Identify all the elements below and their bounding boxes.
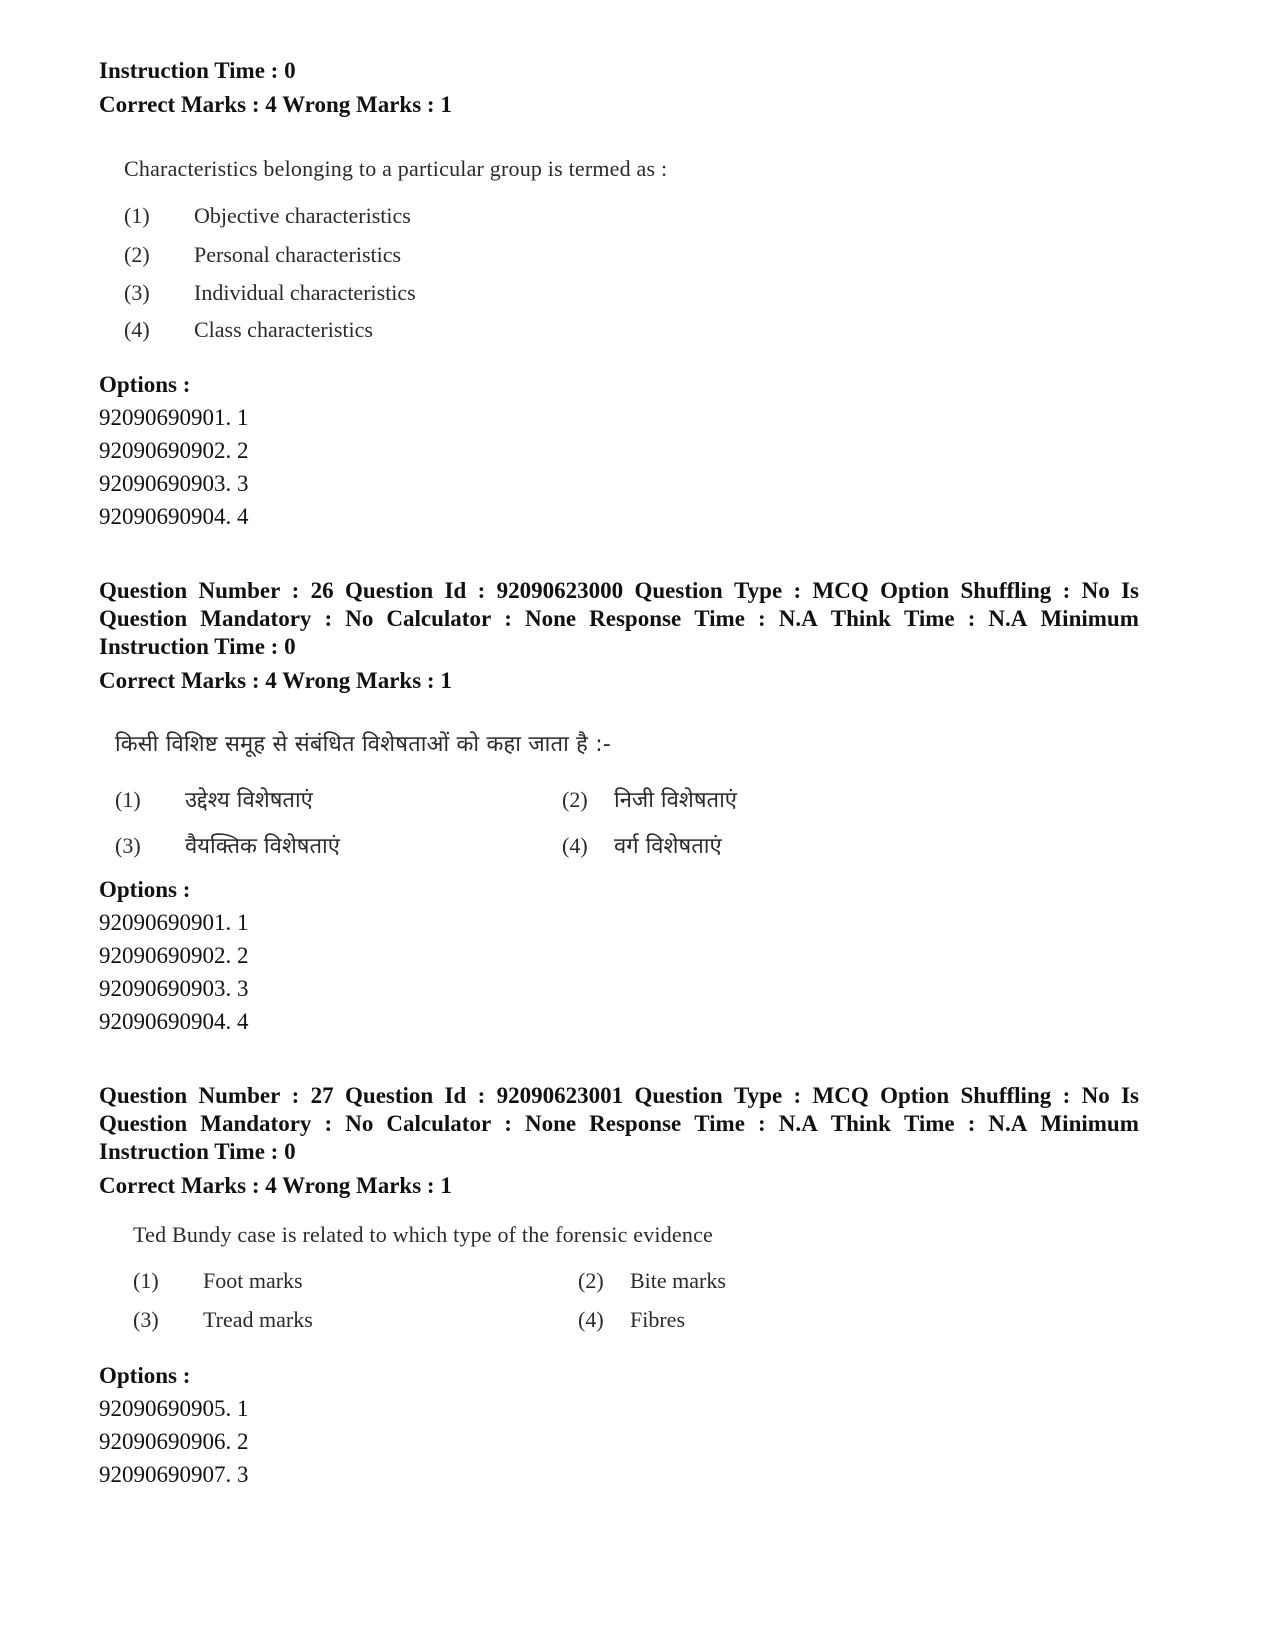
choice-number: (1): [115, 787, 141, 812]
choice-number: (1): [133, 1268, 159, 1293]
option-line: 92090690907. 3: [99, 1462, 249, 1487]
choice-3: [133, 1307, 313, 1333]
choice-text: Foot marks: [203, 1268, 303, 1293]
choice-text: Fibres: [630, 1307, 685, 1332]
choice-text: उद्देश्य विशेषताएं: [185, 788, 313, 813]
options-label: Options :: [99, 877, 191, 902]
option-line: 92090690904. 4: [99, 504, 249, 529]
marks-line: Correct Marks : 4 Wrong Marks : 1: [99, 668, 452, 693]
question-meta-line: Question Number : 26 Question Id : 92090623000 Question Type : MCQ Option Shuffling : No Is: [99, 578, 1139, 603]
instruction-time: Instruction Time : 0: [99, 634, 296, 659]
question-text: किसी विशिष्ट समूह से संबंधित विशेषताओं को कहा जाता है :-: [115, 732, 612, 757]
option-line: 92090690904. 4: [99, 1009, 249, 1034]
question-meta-line: Question Mandatory : No Calculator : None Response Time : N.A Think Time : N.A Minimum: [99, 1111, 1139, 1136]
options-label: Options :: [99, 1363, 191, 1388]
choice-text: Objective characteristics: [194, 203, 411, 228]
choice-text: निजी विशेषताएं: [614, 788, 737, 813]
option-line: 92090690901. 1: [99, 910, 249, 935]
choice-number: (2): [578, 1268, 604, 1293]
choice-1: [124, 203, 411, 229]
question-header: [99, 577, 1139, 695]
choice-number: (3): [115, 833, 141, 858]
question-meta-line: Question Number : 27 Question Id : 92090623001 Question Type : MCQ Option Shuffling : No Is: [99, 1083, 1139, 1108]
choice-2: [562, 784, 737, 814]
instruction-time: Instruction Time : 0: [99, 58, 296, 83]
option-line: 92090690906. 2: [99, 1429, 249, 1454]
option-line: 92090690902. 2: [99, 438, 249, 463]
question-header: [99, 1082, 1139, 1200]
option-line: 92090690902. 2: [99, 943, 249, 968]
choice-number: (4): [124, 317, 150, 342]
choice-2: [578, 1268, 726, 1294]
choice-4: [124, 317, 373, 343]
choice-text: Class characteristics: [194, 317, 373, 342]
choice-1: [133, 1268, 303, 1294]
options-label: Options :: [99, 372, 191, 397]
question-text: Ted Bundy case is related to which type of the forensic evidence: [133, 1222, 713, 1247]
choice-number: (4): [578, 1307, 604, 1332]
question-text: Characteristics belonging to a particular group is termed as :: [124, 156, 668, 181]
choice-text: Personal characteristics: [194, 242, 402, 267]
choice-4: [562, 830, 722, 860]
option-line: 92090690905. 1: [99, 1396, 249, 1421]
marks-line: Correct Marks : 4 Wrong Marks : 1: [99, 1173, 452, 1198]
choice-number: (3): [133, 1307, 159, 1332]
instruction-time: Instruction Time : 0: [99, 1139, 296, 1164]
choice-text: Tread marks: [203, 1307, 313, 1332]
option-line: 92090690901. 1: [99, 405, 249, 430]
choice-4: [578, 1307, 685, 1333]
choice-text: वर्ग विशेषताएं: [614, 834, 722, 859]
choice-number: (2): [562, 787, 588, 812]
option-line: 92090690903. 3: [99, 976, 249, 1001]
choice-text: वैयक्तिक विशेषताएं: [185, 834, 340, 859]
choice-number: (2): [124, 242, 150, 267]
choice-number: (4): [562, 833, 588, 858]
choice-number: (1): [124, 203, 150, 228]
question-header: [99, 57, 452, 119]
choice-text: Bite marks: [630, 1268, 726, 1293]
choice-2: [124, 242, 401, 268]
question-meta-line: Question Mandatory : No Calculator : None Response Time : N.A Think Time : N.A Minimum: [99, 606, 1139, 631]
option-line: 92090690903. 3: [99, 471, 249, 496]
choice-1: [115, 784, 313, 814]
choice-text: Individual characteristics: [194, 280, 416, 305]
marks-line: Correct Marks : 4 Wrong Marks : 1: [99, 92, 452, 117]
choice-3: [115, 830, 340, 860]
choice-number: (3): [124, 280, 150, 305]
choice-3: [124, 280, 416, 306]
